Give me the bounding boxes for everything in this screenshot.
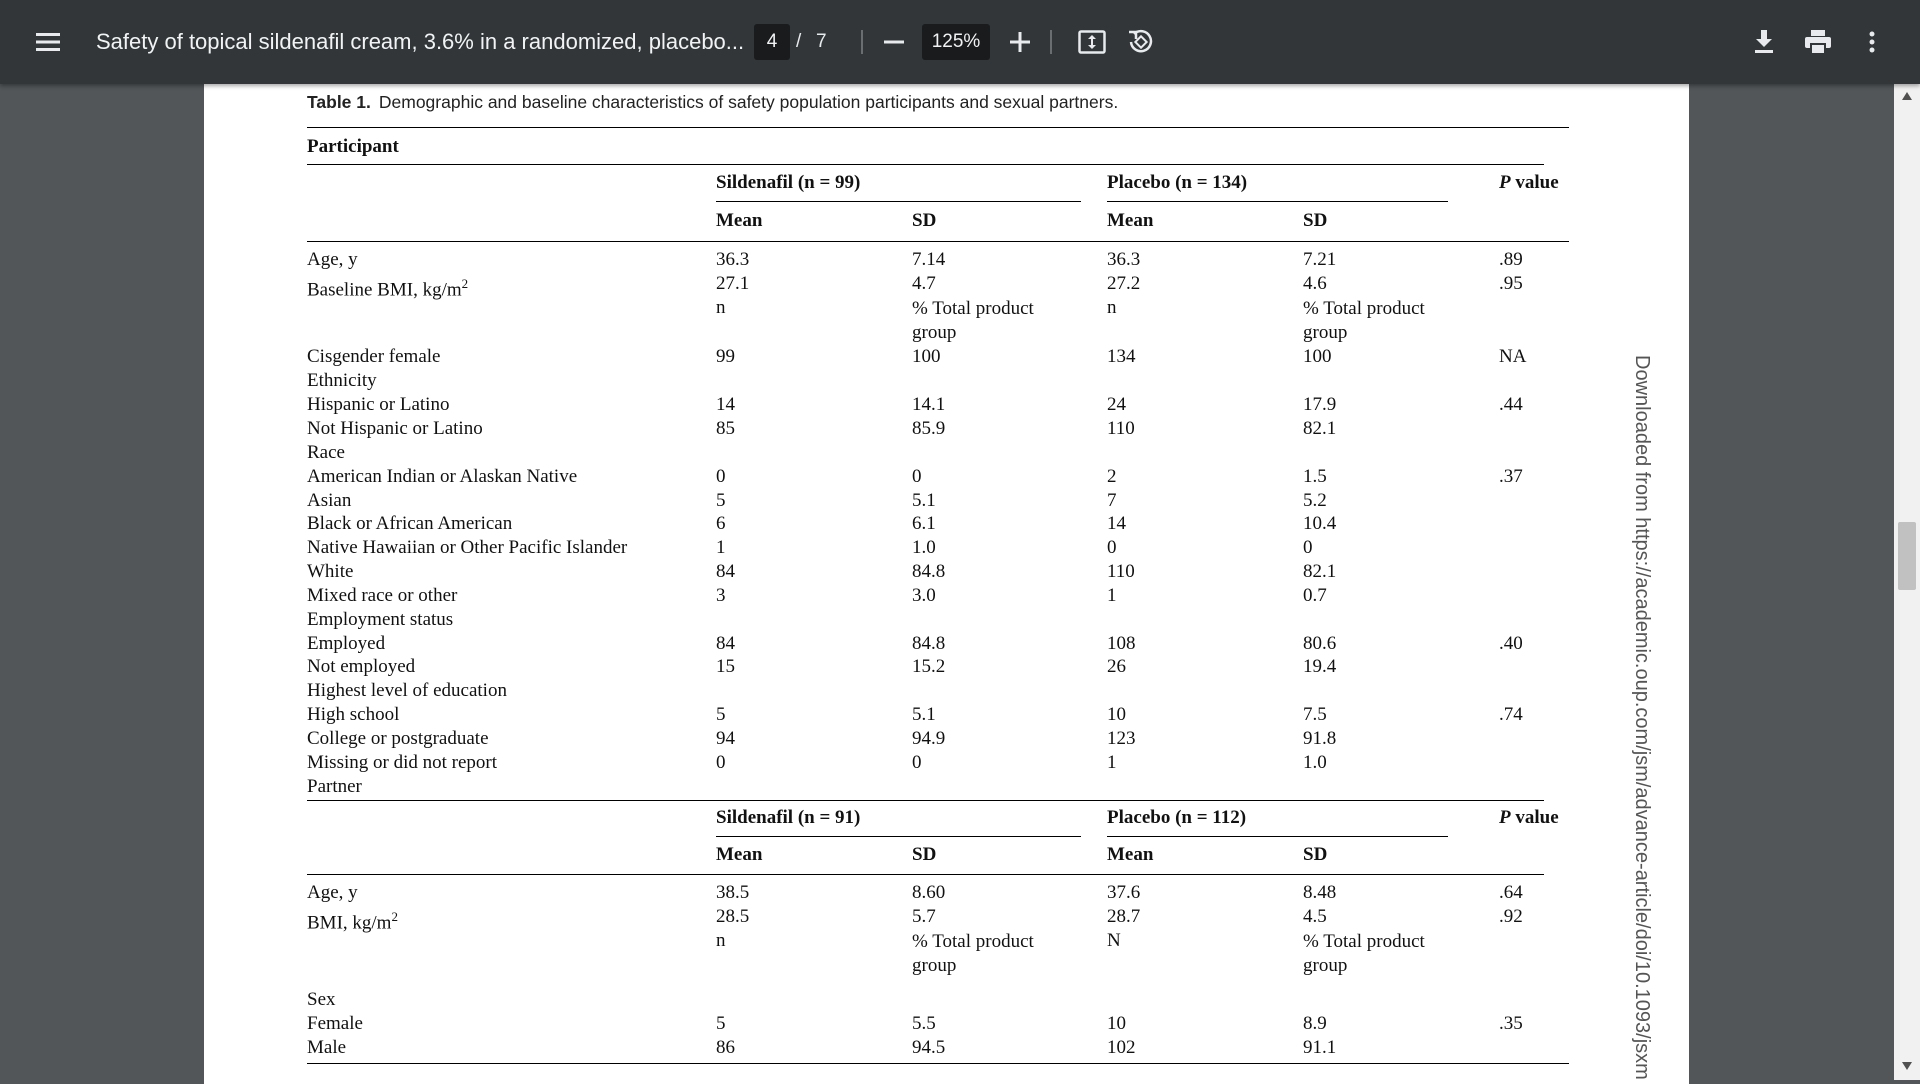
zoom-level-input[interactable]: 125% bbox=[922, 24, 990, 60]
cell-c1: 84 bbox=[716, 633, 735, 654]
table-rule bbox=[716, 836, 1081, 837]
table-rule bbox=[716, 201, 1081, 202]
row-label bbox=[307, 394, 449, 416]
cell-c3: 2 bbox=[1107, 466, 1117, 487]
cell-p: .64 bbox=[1499, 882, 1523, 903]
cell-c4: 0.7 bbox=[1303, 585, 1327, 606]
cell-c1: 27.1 bbox=[716, 273, 750, 294]
participant-header: Participant bbox=[307, 136, 399, 157]
print-icon[interactable] bbox=[1800, 24, 1836, 60]
cell-c4: 91.1 bbox=[1303, 1037, 1337, 1058]
sd-header: SD bbox=[1303, 844, 1328, 865]
scroll-up-arrow-icon[interactable] bbox=[1897, 88, 1917, 104]
cell-c1: 36.3 bbox=[716, 249, 750, 270]
cell-c2: 0 bbox=[912, 466, 922, 487]
table-caption-text: Demographic and baseline characteristics of safety population participants and sexual partners. bbox=[378, 92, 1119, 112]
cell-c3: 108 bbox=[1107, 633, 1136, 654]
row-label bbox=[307, 249, 358, 271]
cell-p: .89 bbox=[1499, 249, 1523, 270]
table-rule bbox=[307, 241, 1569, 242]
toolbar-divider bbox=[861, 30, 863, 54]
cell-c4: 91.8 bbox=[1303, 728, 1337, 749]
percent-header: % Total product group bbox=[912, 931, 1034, 976]
cell-c4: 8.9 bbox=[1303, 1013, 1327, 1034]
mean-header: Mean bbox=[1107, 210, 1154, 231]
row-label bbox=[307, 442, 345, 464]
cell-c3: 37.6 bbox=[1107, 882, 1141, 903]
mean-header: Mean bbox=[716, 844, 763, 865]
cell-c1: 5 bbox=[716, 704, 726, 725]
download-icon[interactable] bbox=[1746, 24, 1782, 60]
table-rule bbox=[307, 800, 1544, 801]
cell-c3: 1 bbox=[1107, 585, 1117, 606]
table-caption bbox=[307, 92, 1118, 113]
cell-c3: 10 bbox=[1107, 1013, 1126, 1034]
cell-c1: 14 bbox=[716, 394, 735, 415]
row-label-text: Baseline BMI, kg/m bbox=[307, 279, 462, 301]
row-label bbox=[307, 1037, 346, 1059]
cell-c4: 1.5 bbox=[1303, 466, 1327, 487]
table-bottom-rule bbox=[307, 1063, 1569, 1064]
row-label-text: Ethnicity bbox=[307, 370, 377, 391]
row-label bbox=[307, 561, 353, 583]
row-label bbox=[307, 752, 497, 774]
cell-c3: 36.3 bbox=[1107, 249, 1141, 270]
cell-c1: 1 bbox=[716, 537, 726, 558]
cell-p: .44 bbox=[1499, 394, 1523, 415]
more-vert-icon[interactable] bbox=[1854, 24, 1890, 60]
scrollbar-thumb[interactable] bbox=[1898, 522, 1916, 590]
cell-c4: 1.0 bbox=[1303, 752, 1327, 773]
cell-c1: 99 bbox=[716, 346, 735, 367]
cell-c1: 6 bbox=[716, 513, 726, 534]
cell-c2: 14.1 bbox=[912, 394, 946, 415]
cell-c2: 1.0 bbox=[912, 537, 936, 558]
table-rule bbox=[307, 164, 1544, 165]
row-label-text: Hispanic or Latino bbox=[307, 394, 450, 415]
cell-c1: 84 bbox=[716, 561, 735, 582]
sildenafil-group-header: Sildenafil (n = 91) bbox=[716, 807, 861, 828]
row-label bbox=[307, 490, 351, 512]
cell-c3: 24 bbox=[1107, 394, 1126, 415]
row-label bbox=[307, 537, 627, 559]
value-word: value bbox=[1515, 807, 1559, 828]
cell-c2: 84.8 bbox=[912, 561, 946, 582]
value-word: value bbox=[1515, 172, 1559, 193]
cell-c4: 4.5 bbox=[1303, 906, 1327, 927]
cell-c3: 134 bbox=[1107, 346, 1136, 367]
percent-header: % Total product group bbox=[912, 298, 1034, 343]
cell-c4: 100 bbox=[1303, 346, 1332, 367]
p-value-header bbox=[1499, 807, 1559, 829]
row-label-text: Native Hawaiian or Other Pacific Islander bbox=[307, 537, 628, 558]
row-label-text: High school bbox=[307, 704, 400, 725]
row-label-text: BMI, kg/m bbox=[307, 912, 392, 934]
sd-header: SD bbox=[912, 844, 937, 865]
row-label-text: White bbox=[307, 561, 354, 582]
row-label bbox=[307, 882, 358, 904]
row-label bbox=[307, 418, 483, 440]
cell-c1: 85 bbox=[716, 418, 735, 439]
count-header: n bbox=[716, 930, 726, 951]
cell-c4: 10.4 bbox=[1303, 513, 1337, 534]
row-label-text: Highest level of education bbox=[307, 680, 507, 701]
percent-header: % Total product group bbox=[1303, 931, 1425, 976]
cell-c3: 14 bbox=[1107, 513, 1126, 534]
row-label-text: Cisgender female bbox=[307, 346, 441, 367]
cell-c2: 94.5 bbox=[912, 1037, 946, 1058]
row-label bbox=[307, 466, 577, 488]
cell-p: .74 bbox=[1499, 704, 1523, 725]
cell-c1: 0 bbox=[716, 466, 726, 487]
cell-c3: 102 bbox=[1107, 1037, 1136, 1058]
cell-c2: 100 bbox=[912, 346, 941, 367]
cell-c2: 15.2 bbox=[912, 656, 946, 677]
row-label-text: Female bbox=[307, 1013, 363, 1034]
zoom-in-icon[interactable] bbox=[1002, 24, 1038, 60]
toolbar-divider bbox=[1050, 30, 1052, 54]
sd-header: SD bbox=[912, 210, 937, 231]
row-label-text: American Indian or Alaskan Native bbox=[307, 466, 578, 487]
row-label bbox=[307, 704, 399, 726]
p-italic: P bbox=[1499, 807, 1511, 828]
cell-p: .95 bbox=[1499, 273, 1523, 294]
cell-c1: 15 bbox=[716, 656, 735, 677]
percent-header: % Total product group bbox=[1303, 298, 1425, 343]
mean-header: Mean bbox=[716, 210, 763, 231]
page-total: 7 bbox=[816, 31, 827, 52]
count-header: N bbox=[1107, 930, 1121, 951]
cell-c2: 85.9 bbox=[912, 418, 946, 439]
cell-c1: 3 bbox=[716, 585, 726, 606]
cell-c3: 26 bbox=[1107, 656, 1126, 677]
cell-c2: 7.14 bbox=[912, 249, 946, 270]
row-label-text: Age, y bbox=[307, 249, 358, 270]
pdf-page bbox=[204, 84, 1689, 1084]
cell-c3: 123 bbox=[1107, 728, 1136, 749]
scroll-down-arrow-icon[interactable] bbox=[1897, 1058, 1917, 1074]
cell-c2: 3.0 bbox=[912, 585, 936, 606]
fit-page-icon[interactable] bbox=[1074, 24, 1110, 60]
row-label bbox=[307, 680, 507, 702]
cell-c4: 17.9 bbox=[1303, 394, 1337, 415]
row-label bbox=[307, 633, 385, 655]
sd-header: SD bbox=[1303, 210, 1328, 231]
cell-c4: 4.6 bbox=[1303, 273, 1327, 294]
cell-c2: 6.1 bbox=[912, 513, 936, 534]
cell-p: .35 bbox=[1499, 1013, 1523, 1034]
cell-c3: 0 bbox=[1107, 537, 1117, 558]
row-label-text: Mixed race or other bbox=[307, 585, 458, 606]
row-label bbox=[307, 609, 453, 631]
rotate-icon[interactable] bbox=[1122, 24, 1158, 60]
cell-c4: 8.48 bbox=[1303, 882, 1337, 903]
row-label-text: Race bbox=[307, 442, 345, 463]
row-label-text: Age, y bbox=[307, 882, 358, 903]
cell-c1: 28.5 bbox=[716, 906, 750, 927]
cell-c1: 5 bbox=[716, 1013, 726, 1034]
cell-c2: 5.1 bbox=[912, 490, 936, 511]
row-label bbox=[307, 989, 336, 1011]
row-label-text: College or postgraduate bbox=[307, 728, 489, 749]
row-label-text: Not employed bbox=[307, 656, 416, 677]
cell-c3: 1 bbox=[1107, 752, 1117, 773]
cell-c1: 5 bbox=[716, 490, 726, 511]
cell-p: .92 bbox=[1499, 906, 1523, 927]
cell-c4: 5.2 bbox=[1303, 490, 1327, 511]
cell-c2: 94.9 bbox=[912, 728, 946, 749]
table-rule bbox=[1107, 836, 1448, 837]
placebo-group-header: Placebo (n = 112) bbox=[1107, 807, 1247, 828]
zoom-out-icon[interactable] bbox=[876, 24, 912, 60]
download-watermark: Downloaded from https://academic.oup.com/jsm/advance-article/doi/10.1093/jsxm bbox=[1631, 355, 1653, 1080]
cell-c2: 5.5 bbox=[912, 1013, 936, 1034]
count-header: n bbox=[716, 297, 726, 318]
row-label bbox=[307, 656, 415, 678]
row-label-text: Employment status bbox=[307, 609, 454, 630]
row-label bbox=[307, 906, 398, 934]
row-label bbox=[307, 346, 440, 368]
table-top-rule bbox=[307, 127, 1569, 128]
row-label bbox=[307, 370, 377, 392]
cell-c2: 4.7 bbox=[912, 273, 936, 294]
row-label-text: Missing or did not report bbox=[307, 752, 497, 773]
superscript: 2 bbox=[391, 909, 398, 924]
table-rule bbox=[1107, 201, 1448, 202]
cell-c3: 110 bbox=[1107, 561, 1135, 582]
cell-c3: 27.2 bbox=[1107, 273, 1141, 294]
placebo-group-header: Placebo (n = 134) bbox=[1107, 172, 1248, 193]
cell-c1: 94 bbox=[716, 728, 735, 749]
partner-header: Partner bbox=[307, 776, 362, 797]
count-header: n bbox=[1107, 297, 1117, 318]
cell-c2: 5.7 bbox=[912, 906, 936, 927]
row-label bbox=[307, 513, 512, 535]
cell-c4: 0 bbox=[1303, 537, 1313, 558]
p-value-header bbox=[1499, 172, 1559, 194]
mean-header: Mean bbox=[1107, 844, 1154, 865]
cell-c4: 19.4 bbox=[1303, 656, 1337, 677]
cell-p: NA bbox=[1499, 346, 1527, 367]
cell-c2: 0 bbox=[912, 752, 922, 773]
table-rule bbox=[307, 874, 1544, 875]
row-label bbox=[307, 1013, 363, 1035]
superscript: 2 bbox=[461, 276, 469, 291]
row-label-text: Asian bbox=[307, 490, 352, 511]
page-number-input[interactable]: 4 bbox=[754, 24, 790, 60]
cell-c2: 5.1 bbox=[912, 704, 936, 725]
cell-c3: 28.7 bbox=[1107, 906, 1141, 927]
cell-c2: 8.60 bbox=[912, 882, 946, 903]
cell-p: .37 bbox=[1499, 466, 1523, 487]
row-label-text: Employed bbox=[307, 633, 386, 654]
row-label bbox=[307, 585, 457, 607]
row-label-text: Sex bbox=[307, 989, 336, 1010]
pdf-toolbar bbox=[0, 0, 1920, 84]
sildenafil-group-header: Sildenafil (n = 99) bbox=[716, 172, 861, 193]
cell-c1: 0 bbox=[716, 752, 726, 773]
cell-c3: 110 bbox=[1107, 418, 1135, 439]
page-separator: / bbox=[796, 31, 802, 52]
cell-c1: 86 bbox=[716, 1037, 735, 1058]
cell-c4: 82.1 bbox=[1303, 418, 1337, 439]
document-title: Safety of topical sildenafil cream, 3.6% in a randomized, placebo... bbox=[96, 29, 745, 54]
row-label-text: Not Hispanic or Latino bbox=[307, 418, 483, 439]
row-label-text: Male bbox=[307, 1037, 347, 1058]
table-caption-label: Table 1. bbox=[307, 92, 371, 112]
cell-p: .40 bbox=[1499, 633, 1523, 654]
row-label bbox=[307, 728, 489, 750]
row-label bbox=[307, 273, 468, 301]
cell-c2: 84.8 bbox=[912, 633, 946, 654]
row-label-text: Black or African American bbox=[307, 513, 513, 534]
cell-c4: 7.21 bbox=[1303, 249, 1337, 270]
cell-c1: 38.5 bbox=[716, 882, 750, 903]
cell-c4: 80.6 bbox=[1303, 633, 1337, 654]
menu-icon[interactable] bbox=[30, 24, 66, 60]
cell-c3: 7 bbox=[1107, 490, 1117, 511]
cell-c4: 82.1 bbox=[1303, 561, 1337, 582]
cell-c3: 10 bbox=[1107, 704, 1126, 725]
p-italic: P bbox=[1499, 172, 1511, 193]
cell-c4: 7.5 bbox=[1303, 704, 1327, 725]
